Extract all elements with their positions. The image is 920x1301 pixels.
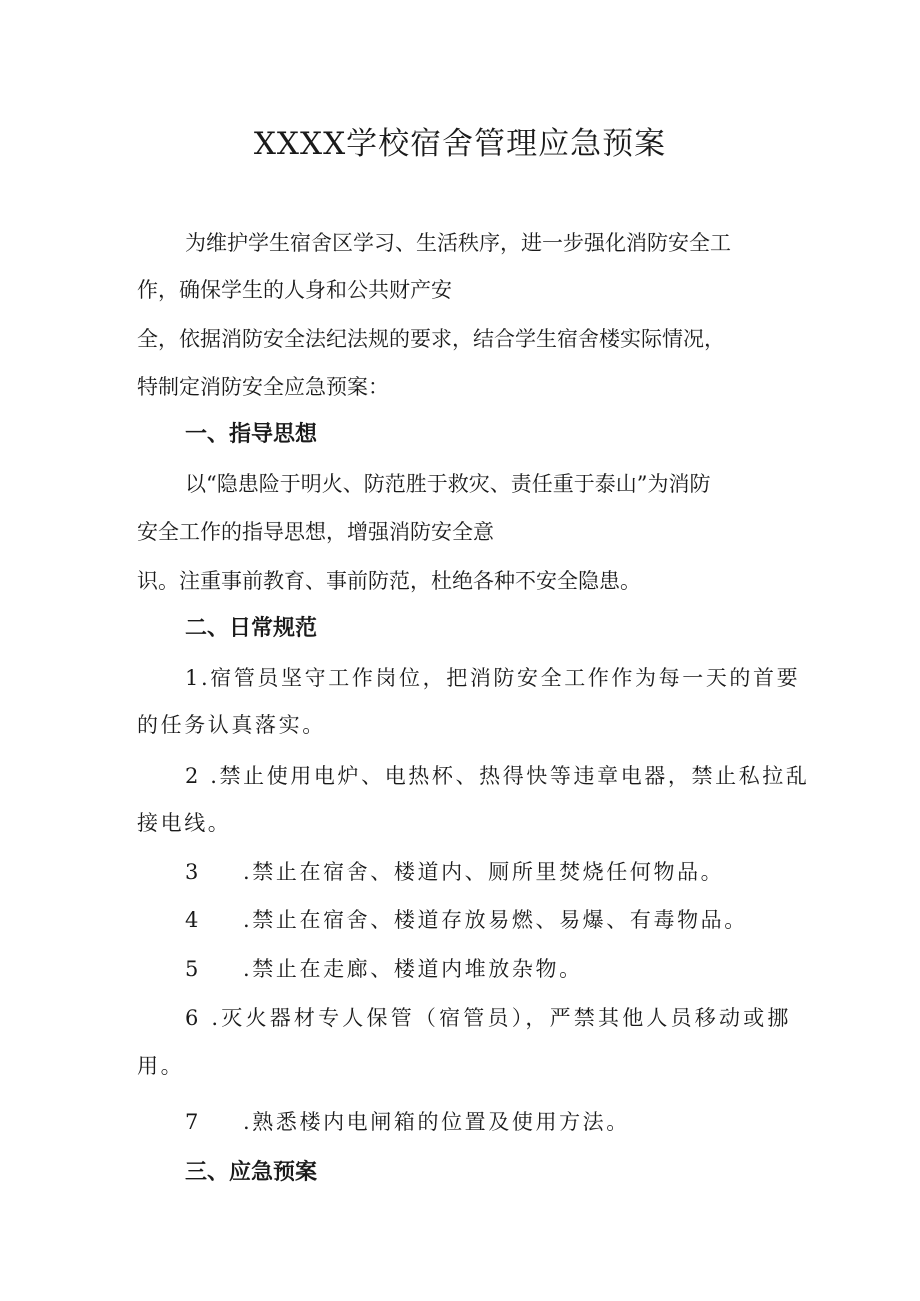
intro-line-4: 特制定消防安全应急预案： bbox=[137, 375, 389, 399]
rule-7-number: 7 bbox=[185, 1110, 199, 1134]
rule-7-text: .熟悉楼内电闸箱的位置及使用方法。 bbox=[243, 1110, 630, 1134]
rule-1-line-1: 1.宿管员坚守工作岗位，把消防安全工作作为每一天的首要 bbox=[185, 666, 801, 690]
section1-line-2: 安全工作的指导思想，增强消防安全意 bbox=[137, 520, 494, 544]
section1-line-1: 以“隐患险于明火、防范胜于救灾、责任重于泰山”为消防 bbox=[185, 472, 711, 496]
rule-5-text: .禁止在走廊、楼道内堆放杂物。 bbox=[243, 957, 583, 981]
intro-line-2: 作，确保学生的人身和公共财产安 bbox=[137, 278, 452, 302]
section-heading-guiding-ideology: 一、指导思想 bbox=[185, 422, 318, 447]
rule-6-line-2: 用。 bbox=[137, 1054, 185, 1078]
section1-line-3: 识。注重事前教育、事前防范，杜绝各种不安全隐患。 bbox=[137, 569, 641, 593]
rule-4-number: 4 bbox=[185, 908, 199, 932]
section-heading-daily-rules: 二、日常规范 bbox=[185, 616, 318, 641]
rule-2-line-1: 2 .禁止使用电炉、电热杯、热得快等违章电器，禁止私拉乱 bbox=[185, 764, 810, 788]
rule-6-line-1: 6 .灭火器材专人保管（宿管员），严禁其他人员移动或挪 bbox=[185, 1006, 792, 1030]
rule-5-number: 5 bbox=[185, 957, 199, 981]
rule-1-line-2: 的任务认真落实。 bbox=[137, 713, 326, 737]
rule-3-number: 3 bbox=[185, 860, 199, 884]
intro-line-3: 全，依据消防安全法纪法规的要求，结合学生宿舍楼实际情况， bbox=[137, 327, 725, 351]
intro-line-1: 为维护学生宿舍区学习、生活秩序，进一步强化消防安全工 bbox=[185, 231, 731, 255]
rule-4-text: .禁止在宿舍、楼道存放易燃、易爆、有毒物品。 bbox=[243, 908, 748, 932]
document-title: XXXX学校宿舍管理应急预案 bbox=[253, 126, 667, 162]
rule-2-line-2: 接电线。 bbox=[137, 811, 232, 835]
section-heading-emergency-plan: 三、应急预案 bbox=[185, 1160, 318, 1185]
rule-3-text: .禁止在宿舍、楼道内、厕所里焚烧任何物品。 bbox=[243, 860, 725, 884]
